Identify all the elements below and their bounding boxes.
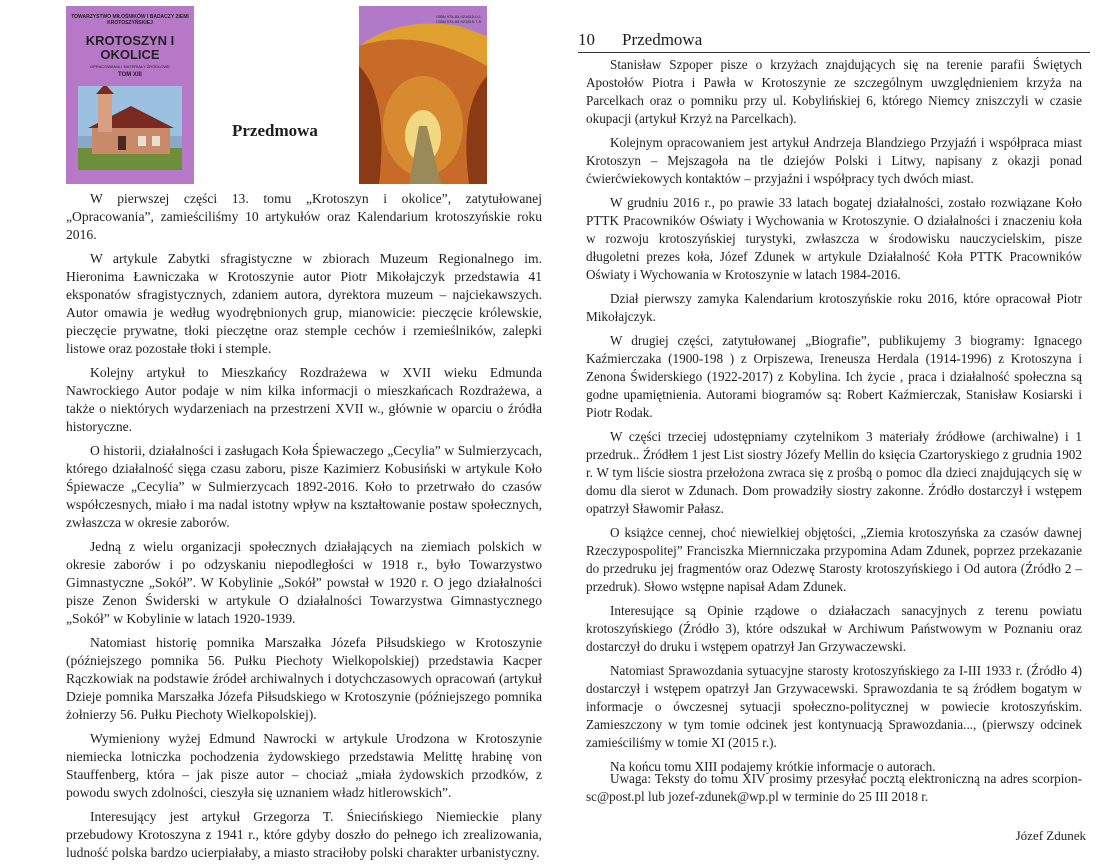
back-cover-image [359,6,487,184]
running-header [578,30,1090,53]
isbn-text: ISBN 978-83-921815-0-1 ISBN 978-83-921815-7-5 [436,14,481,24]
cover-subtitle: OPRACOWANIA I MATERIAŁY ŹRÓDŁOWE [90,64,170,69]
paragraph: Interesujące są Opinie rządowe o działaczach sanacyjnych z terenu powiatu krotoszyńskiego (Źródło 3), które odszukał w Archiwum Państwowym w Poznaniu oraz dostarczył do druku i wstępem opatrzył Jan Grzywaczewski. [586,603,1082,654]
cover-volume: TOM XIII [118,72,142,78]
paragraph: Wymieniony wyżej Edmund Nawrocki w artykule Urodzona w Krotoszynie niemiecka lotniczka pochodzenia żydowskiego przedstawia Melittę hrabinę von Stauffenberg, która – jak pisze autor – chociaż „miała żydowskich przodków, z powodu swych zdolności, cieszyła się uznaniem władz hitlerowskich”. [66,731,542,800]
submission-note [586,770,1082,806]
paragraph: Kolejnym opracowaniem jest artykuł Andrzeja Blandziego Przyjaźń i współpraca miast Krotoszyn – Mejszagoła na tle dziejów Polski i Litwy, napisany z okazji ponad ćwierćwiekowych kontaktów – przyjaźni i współpracy tych dwóch miast. [586,135,1082,186]
left-body [66,190,542,868]
paragraph: Dział pierwszy zamyka Kalendarium krotoszyńskie roku 2016, które opracował Piotr Mikołajczyk. [586,291,1082,324]
paragraph: W pierwszej części 13. tomu „Krotoszyn i okolice”, zatytułowanej „Opracowania”, zamieściliśmy 10 artykułów oraz Kalendarium krotoszyńskie roku 2016. [66,191,542,242]
paragraph: W drugiej części, zatytułowanej „Biografie”, publikujemy 3 biogramy: Ignacego Kaźmierczaka (1900-198 ) z Orpiszewa, Ireneusza Herdala (1914-1996) z Krotoszyna i Zenona Świderskiego (1922-2017) z Kobylina. Ich życie , praca i działalność społeczna są godne upamiętnienia. Autorami biogramów są: Robert Kaźmierczak, Stanisław Kosiarski i Piotr Rodak. [586,333,1082,420]
right-body [586,56,1082,782]
right-page [562,0,1100,851]
cover-organization: TOWARZYSTWO MIŁOŚNIKÓW I BADACZY ZIEMI KROTOSZYŃSKIEJ [71,14,189,26]
paragraph: W części trzeciej udostępniamy czytelnikom 3 materiały źródłowe (archiwalne) i 1 przedruk.. Źródłem 1 jest List siostry Józefy Mellin do księcia Czartoryskiego z grudnia 1902 r. W tym liście siostra przełożona zwraca się z prośbą o pomoc dla dzieci znajdujących się w domu dla sierot w Zdunach. Dom prowadziły siostry zakonne. Źródło dostarczył i wstępem opatrzył Sławomir Pałasz. [586,429,1082,516]
note-text: Uwaga: Teksty do tomu XIV prosimy przesyłać pocztą elektroniczną na adres scorpion-sc@post.pl lub jozef-zdunek@wp.pl w terminie do 25 III 2018 r. [586,771,1082,804]
paragraph: Natomiast historię pomnika Marszałka Józefa Piłsudskiego w Krotoszynie (późniejszego pomnika 56. Pułku Piechoty Wielkopolskiej) przedstawia Kacper Rączkowiak na podstawie źródeł archiwalnych i dotychczasowych opracowań (artykuł Dzieje pomnika Marszałka Józefa Piłsudskiego w Krotoszynie (późniejszego pomnika żołnierzy 56. Pułku Piechoty Wielkopolskiej). [66,635,542,722]
paragraph: O historii, działalności i zasługach Koła Śpiewaczego „Cecylia” w Sulmierzycach, którego działalność sięga czasu zaboru, pisze Kazimierz Kobusiński w artykule Koło Śpiewacze „Cecylia” w Sulmierzycach 1892-2016. Koło to przetrwało do czasów współczesnych, miało i ma nadal istotny wpływ na kształtowanie postaw społecznych, zwłaszcza w okresie zaborów. [66,443,542,530]
paragraph: Na końcu tomu XIII podajemy krótkie informacje o autorach. [610,759,936,774]
page-title: Przedmowa [232,121,318,140]
cover-title: KROTOSZYN I OKOLICE [85,33,175,62]
author-signature: Józef Zdunek [1015,828,1086,843]
church-photo [78,86,182,170]
paragraph: W artykule Zabytki sfragistyczne w zbiorach Muzeum Regionalnego im. Hieronima Ławniczaka w Krotoszynie autor Piotr Mikołajczyk przedstawia 41 eksponatów sfragistycznych, zdaniem autora, dyrektora muzeum – najciekawszych. Autor omawia je według wyodrębnionych grup, mianowicie: pieczęcie królewskie, pieczęcie prywatne, tłoki pieczętne oraz stemple cechów i rzemieślników, zalepki listowe oraz pozostałe tłoki i stemple. [66,251,542,356]
paragraph: Interesujący jest artykuł Grzegorza T. Śniecińskiego Niemieckie plany przebudowy Krotoszyna z 1941 r., które gdyby doszło do pełnego ich zrealizowania, ludność polska bardzo ucierpiałaby, a miasto straciłoby polski charakter urbanistyczny. [66,809,542,860]
page-number: 10 [578,30,595,49]
paragraph: W grudniu 2016 r., po prawie 33 latach bogatej działalności, zostało rozwiązane Koło PTTK Pracowników Oświaty i Wychowania w Krotoszynie. O działalności i znaczeniu koła w rozwoju krotoszyńskiej turystyki, zwłaszcza w środowisku nauczycielskim, pisze długoletni prezes koła, Józef Zdunek w artykule Działalność Koła PTTK Pracowników Oświaty i Wychowania w Krotoszynie w latach 1984-2016. [586,195,1082,282]
paragraph: Stanisław Szpoper pisze o krzyżach znajdujących się na terenie parafii Świętych Apostołów Piotra i Pawła w Krotoszynie ze szczególnym uwzględnieniem krzyża na Parcelkach oraz o pomniku przy ul. Kobylińskiej 6, którego Niemcy zniszczyli w czasie okupacji (artykuł Krzyż na Parcelkach). [586,57,1082,126]
paragraph: Jedną z wielu organizacji społecznych działających na ziemiach polskich w okresie zaborów i po odzyskaniu niepodległości w 1918 r., było Towarzystwo Gimnastyczne „Sokół”. W Kobylinie „Sokół” powstał w 1920 r. O jego działalności pisze Zenon Świderski w artykule O działalności Towarzystwa Gimnastycznego „Sokół” w Kobylinie w latach 1920-1939. [66,539,542,626]
running-title: Przedmowa [622,30,703,49]
paragraph: Kolejny artykuł to Mieszkańcy Rozdrażewa w XVII wieku Edmunda Nawrockiego Autor podaje w nim kilka informacji o mieszkańcach Rozdrażewa, a także o niektórych wydarzeniach na przestrzeni XVII w., głównie w oparciu o źródła historyczne. [66,365,542,434]
book-cover-image [66,6,194,184]
paragraph: O książce cennej, choć niewielkiej objętości, „Ziemia krotoszyńska za czasów dawnej Rzeczypospolitej” Franciszka Miernniczaka przypomina Adam Zdunek, poprzez przekazanie do przedruku jej fragmentów oraz Odezwę Starosty krotoszyńskiego i Od autora (Źródło 2 – przedruk). Słowo wstępne napisał Adam Zdunek. [586,525,1082,594]
paragraph: Natomiast Sprawozdania sytuacyjne starosty krotoszyńskiego za I-III 1933 r. (Źródło 4) dostarczył i wstępem opatrzył Jan Grzywacewski. Sprawozdania te są źródłem bogatym w informacje o ówczesnej sytuacji społeczno-politycznej w powiecie krotoszyńskim. Zamieszczony w tym tomie odcinek jest kontynuacją Sprawozdania..., (pierwszy odcinek zamieściliśmy w tomie XI (2015 r.). [586,663,1082,750]
